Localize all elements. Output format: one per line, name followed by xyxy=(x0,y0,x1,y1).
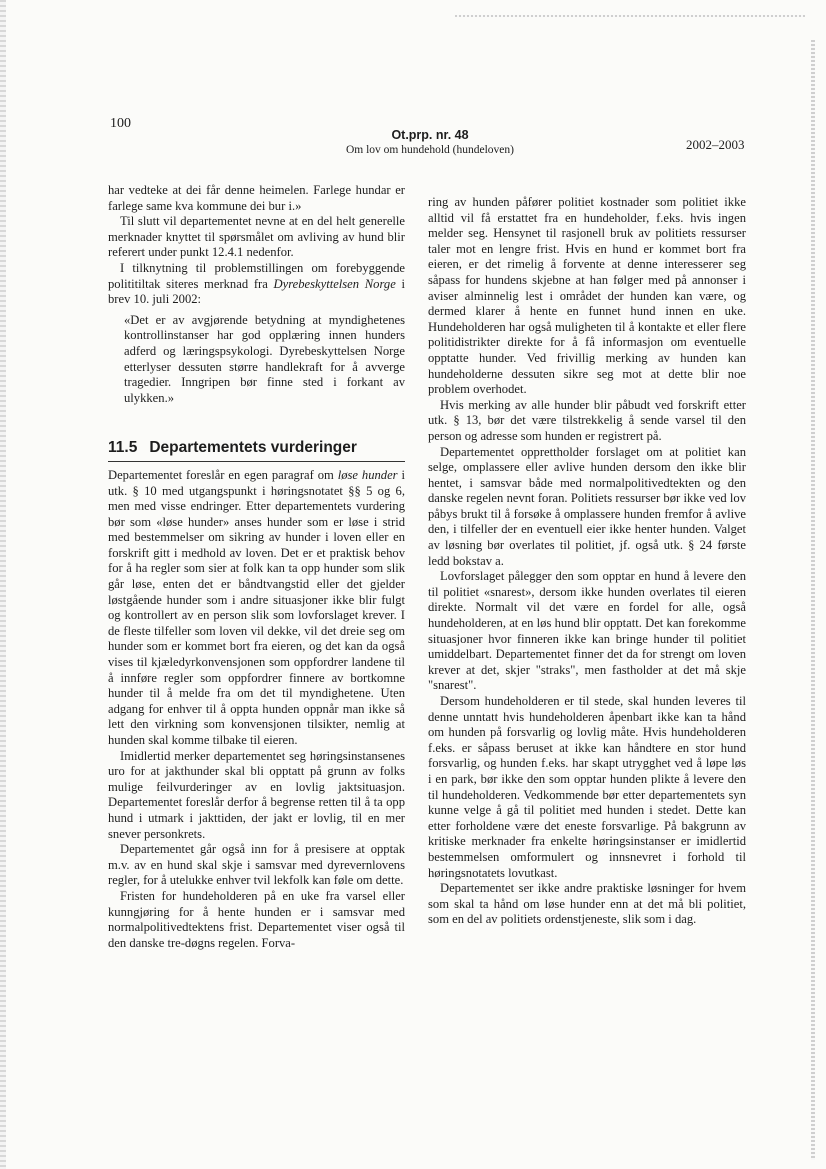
right-column xyxy=(428,195,746,928)
paragraph: Imidlertid merker departementet seg høringsinstansenes uro for at jakthunder skal bli opptatt på grunn av folks mulige feilvurderinger av en lovlig jaktsituasjon. Departementet foreslår derfor å begrense retten til å ta opp hund i utmark i jakttiden, der jakt er lovlig, til en mer snever personkrets. xyxy=(108,748,405,841)
text-run: I tilknytning til problemstillingen om forebyggende polititiltak siteres merknad fra xyxy=(108,260,405,291)
scan-edge-left xyxy=(0,0,6,1169)
paragraph: Departementet opprettholder forslaget om at politiet kan selge, omplassere eller avlive hunden dersom den ikke blir hentet, i samsvar både med normalpolitivedtekten og den danske regelen nevnt foran. Politiets ressurser bør ikke ved lov påbys brukt til å forsøke å omplassere hunden fremfor å avlive den, i tilfeller der en eventuell eier ikke henter hunden. Valget av løsning bør overlates til politiet, jf. også utk. § 24 første ledd bokstav a. xyxy=(428,444,746,568)
scan-edge-top xyxy=(455,15,805,17)
text-run: i utk. § 10 med utgangspunkt i høringsnotatet §§ 5 og 6, men med visse endringer. Etter departementets vurdering bør som «løse hunder» anses hunder som er løse i strid med bestemmelser om sikring av hunder i loven eller en forskrift gitt i medhold av loven. Det er et praktisk behov for å ha regler som sier at folk kan ta opp hunder som slik går løse, enten det er båndtvangstid eller det gjelder løstgående hunder som i andre situasjoner ikke blir fulgt og kontrollert av en person slik som lovforslaget krever. I de fleste tilfeller som loven vil dekke, vil det dreie seg om hunder som er kommet bort fra eieren, og det kan da også vises til kjæledyrkonvensjonen som oppfordrer landene til å innføre regler som oppfordrer finnere av bortkomne hunder til å melde fra om det til myndighetene. Uten adgang for enhver til å oppta hunden oppnår man ikke så lett den virkning som konvensjonen tilsikter, nemlig at hunden skal komme tilbake til eieren. xyxy=(108,467,405,747)
session-year: 2002–2003 xyxy=(686,137,745,152)
paragraph xyxy=(108,468,405,749)
paragraph: Til slutt vil departementet nevne at en del helt generelle merknader knyttet til spørsmålet om avliving av hund blir referert under punkt 12.4.1 nedenfor. xyxy=(108,214,405,260)
paragraph: har vedteke at dei får denne heimelen. Farlege hundar er farlege same kva kommune dei bur i.» xyxy=(108,183,405,213)
paragraph: Departementet går også inn for å presisere at opptak m.v. av en hund skal skje i samsvar med dyrevernlovens regler, for å utelukke enhver tvil lekfolk kan føle om dette. xyxy=(108,842,405,888)
paragraph: Departementet ser ikke andre praktiske løsninger for hvem som skal ta hånd om løse hunder enn at det må bli politiet, som en del av politiets ordenstjeneste, slik som i dag. xyxy=(428,881,746,927)
paragraph: Hvis merking av alle hunder blir påbudt ved forskrift etter utk. § 13, bør det være tilstrekkelig å sende varsel til den person og adresse som hunden er registrert på. xyxy=(428,397,746,443)
paragraph: Dersom hundeholderen er til stede, skal hunden leveres til denne unntatt hvis hundeholderen åpenbart ikke kan ta hånd om hunden på forsvarlig og lovlig måte. Hvis hundeholderen f.eks. er såpass beruset at ikke kan håndtere en stor hund forsvarlig, og hunden f.eks. har skapt utrygghet ved å løpe løs i en park, bør ikke den som opptar hunden plikte å levere den til hundeholderen. Vedkommende bør etter departementets syn kunne velge å gå til politiet med hunden i stedet. Dette kan etter forholdene være det eneste forsvarlige. På bakgrunn av kritiske merknader fra enkelte høringsinstanser er imidlertid bestemmelsen omformulert og innsnevret i forhold til høringsnotatets lovutkast. xyxy=(428,694,746,880)
section-heading xyxy=(108,440,405,462)
scan-edge-right xyxy=(811,40,815,1160)
document-title: Ot.prp. nr. 48 xyxy=(391,128,469,142)
paragraph xyxy=(108,261,405,308)
paragraph: ring av hunden påfører politiet kostnader som politiet ikke alltid vil få erstattet fra en hundeholder, f.eks. hvis ingen melder seg. Hensynet til rasjonell bruk av politiets ressurser taler mot en lengre frist. Hvis en hund er kommet bort fra eieren, er det rimelig å forvente at denne interesserer seg såpass for hundens skjebne at han følger med på annonser i aviser alminnelig lest i området der hunden kan være, og dermed klarer å hente en funnet hund innen en uke. Hundeholderen har også muligheten til å kontakte et eller flere politidistrikter direkte for å få informasjon om eventuelle opptatte hunder. Ved frivillig merking av hunden kan hundeholderne dessuten sikre seg mot at dette blir noe problem overhodet. xyxy=(428,195,746,397)
organization-name: Dyrebeskyttelsen Norge xyxy=(273,276,396,291)
text-run: i brev 10. juli 2002: xyxy=(108,276,406,307)
paragraph: Fristen for hundeholderen på en uke fra varsel eller kunngjøring for å hente hunden er i samsvar med normalpolitivedtektens frist. Departementet viser også til den danske tre-døgns regelen. Forva- xyxy=(108,888,405,950)
block-quote: «Det er av avgjørende betydning at myndighetenes kontrollinstanser har god opplæring innen hunders adferd og læringspsykologi. Dyrebeskyttelsen Norge etterlyser dessuten større handlekraft for å avverge tragedier. Inngripen bør finne sted i forkant av ulykken.» xyxy=(124,312,405,405)
section-number: 11.5 xyxy=(108,439,138,457)
left-column xyxy=(108,183,405,951)
text-run: Departementet foreslår en egen paragraf om xyxy=(108,467,338,482)
emphasis-term: løse hunder xyxy=(337,467,398,482)
section-title: Departementets vurderinger xyxy=(149,439,357,457)
page-number: 100 xyxy=(110,116,131,131)
running-header xyxy=(300,128,560,156)
paragraph: Lovforslaget pålegger den som opptar en hund å levere den til politiet «snarest», dersom ikke hunden overlates til eieren direkte. Normalt vil det være en fordel for alle, også hundeholderen, at en løs hund blir opptatt. Det kan forekomme situasjoner hvor finneren ikke kan bringe hunder til politiet umiddelbart. Departementet finner det da for strengt om loven krever at det, skjer "straks", men fastholder at det må skje "snarest". xyxy=(428,569,746,693)
document-subtitle: Om lov om hundehold (hundeloven) xyxy=(345,144,514,156)
